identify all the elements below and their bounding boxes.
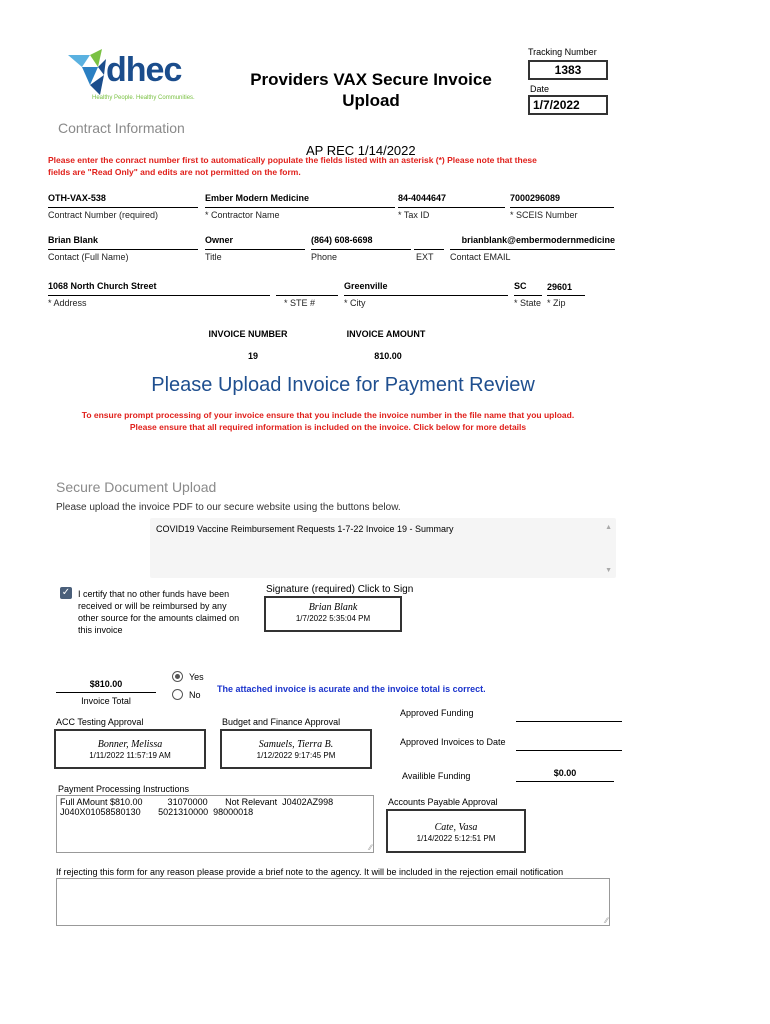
date-label: Date [530, 84, 550, 94]
contract-number-label: Contract Number (required) [48, 210, 159, 220]
scroll-down-icon[interactable]: ▼ [605, 567, 612, 574]
contact-name-field[interactable]: Brian Blank [48, 235, 198, 250]
rejection-note-label: If rejecting this form for any reason please provide a brief note to the agency. It will be included in the rejection email notification [56, 867, 564, 877]
certify-checkbox[interactable] [60, 587, 72, 599]
page-title-line2: Upload [342, 91, 400, 110]
secure-upload-title: Secure Document Upload [56, 479, 217, 495]
address-field[interactable]: 1068 North Church Street [48, 281, 270, 296]
contractor-name-field[interactable]: Ember Modern Medicine [205, 193, 395, 208]
budget-approval-name: Samuels, Tierra B. [258, 739, 334, 750]
certify-text-line1: I certify that no other funds have been [78, 589, 230, 599]
radio-yes[interactable] [172, 671, 183, 682]
rejection-note-field[interactable] [56, 878, 610, 926]
sceis-number-label: * SCEIS Number [510, 210, 578, 220]
acc-approval-time: 1/11/2022 11:57:19 AM [89, 751, 171, 760]
city-label: * City [344, 298, 366, 308]
page-title-line1: Providers VAX Secure Invoice [250, 70, 492, 89]
contact-name-label: Contact (Full Name) [48, 252, 129, 262]
payment-instructions-line1: Full AMount $810.00 31070000 Not Relevant J0402AZ998 [60, 797, 334, 807]
certify-text-line3: other source for the amounts claimed on [78, 613, 240, 623]
upload-notice-line2: Please ensure that all required information is included on the invoice. Click below for more details [129, 422, 527, 432]
uploaded-files-list[interactable] [150, 518, 616, 578]
acc-approval-label: ACC Testing Approval [56, 717, 144, 727]
invoice-number-label: INVOICE NUMBER [208, 329, 288, 339]
date-field[interactable]: 1/7/2022 [528, 95, 608, 115]
upload-heading: Please Upload Invoice for Payment Review [151, 374, 535, 396]
radio-no[interactable] [172, 689, 183, 700]
approved-funding-label: Approved Funding [400, 708, 474, 718]
payment-instructions-field[interactable] [56, 795, 374, 853]
contact-title-label: Title [205, 252, 222, 262]
city-field[interactable]: Greenville [344, 281, 508, 296]
tax-id-field[interactable]: 84-4044647 [398, 193, 505, 208]
approved-funding-field[interactable] [516, 709, 622, 722]
ap-approval-box[interactable] [386, 809, 526, 853]
ste-label: * STE # [284, 298, 316, 308]
contact-title-field[interactable]: Owner [205, 235, 305, 250]
ste-field[interactable] [276, 281, 338, 296]
dhec-logo [62, 45, 198, 107]
invoice-accuracy-statement: The attached invoice is acurate and the invoice total is correct. [217, 684, 486, 694]
signature-box[interactable] [264, 596, 402, 632]
signature-label: Signature (required) Click to Sign [266, 584, 414, 595]
invoice-amount-label: INVOICE AMOUNT [346, 329, 426, 339]
state-field[interactable]: SC [514, 281, 542, 296]
resize-handle-icon[interactable]: ∕∕ [605, 916, 608, 925]
tax-id-label: * Tax ID [398, 210, 430, 220]
payment-instructions-line2: J040X01058580130 5021310000 98000018 [60, 807, 254, 817]
invoice-total-underline [56, 692, 156, 693]
radio-no-label: No [189, 690, 201, 700]
resize-handle-icon[interactable]: ∕∕ [369, 843, 372, 852]
zip-label: * Zip [547, 298, 566, 308]
tracking-number-field[interactable]: 1383 [528, 60, 608, 80]
ap-approval-label: Accounts Payable Approval [388, 797, 498, 807]
tracking-number-label: Tracking Number [528, 47, 597, 57]
sceis-number-field[interactable]: 7000296089 [510, 193, 614, 208]
contact-email-label: Contact EMAIL [450, 252, 511, 262]
radio-yes-label: Yes [189, 672, 204, 682]
scroll-up-icon[interactable]: ▲ [605, 524, 612, 531]
address-label: * Address [48, 298, 87, 308]
contract-warning-line1: Please enter the conract number first to automatically populate the fields listed with an asterisk (*) Please note that these [48, 155, 537, 165]
budget-approval-label: Budget and Finance Approval [222, 717, 341, 727]
ext-field[interactable] [414, 235, 444, 250]
ap-approval-name: Cate, Vasa [434, 822, 478, 833]
certify-text-line2: received or will be reimbursed by any [78, 601, 227, 611]
zip-field[interactable]: 29601 [547, 282, 585, 296]
available-funding-label: Availible Funding [402, 771, 471, 781]
signature-name: Brian Blank [308, 602, 358, 613]
radio-selected-dot-icon [175, 674, 180, 679]
payment-instructions-label: Payment Processing Instructions [58, 784, 190, 794]
available-funding-value[interactable]: $0.00 [516, 768, 614, 782]
contact-email-field[interactable]: brianblank@embermodernmedicine [450, 235, 615, 250]
acc-approval-name: Bonner, Melissa [97, 739, 163, 750]
approved-invoices-label: Approved Invoices to Date [400, 737, 506, 747]
approved-invoices-field[interactable] [516, 738, 622, 751]
uploaded-file-item[interactable]: COVID19 Vaccine Reimbursement Requests 1-7-22 Invoice 19 - Summary [156, 524, 454, 534]
phone-label: Phone [311, 252, 338, 262]
invoice-amount-value: 810.00 [374, 351, 402, 361]
invoice-number-value: 19 [247, 351, 258, 361]
contract-warning-line2: fields are "Read Only" and edits are not permitted on the form. [48, 167, 301, 177]
state-label: * State [514, 298, 542, 308]
upload-notice-line1: To ensure prompt processing of your invoice ensure that you include the invoice number in the file name that you upload. [81, 410, 575, 420]
ap-rec-note: AP REC 1/14/2022 [306, 143, 416, 158]
acc-approval-box[interactable] [54, 729, 206, 769]
invoice-total-value: $810.00 [89, 679, 123, 689]
budget-approval-box[interactable] [220, 729, 372, 769]
checkmark-icon: ✓ [61, 587, 71, 598]
logo-tagline: Healthy People. Healthy Communities. [92, 95, 195, 101]
contractor-name-label: * Contractor Name [205, 210, 280, 220]
ext-label: EXT [416, 252, 434, 262]
ap-approval-time: 1/14/2022 5:12:51 PM [416, 834, 496, 843]
invoice-total-label: Invoice Total [81, 696, 131, 706]
secure-upload-instructions: Please upload the invoice PDF to our secure website using the buttons below. [56, 502, 401, 513]
logo-text: dhec [106, 51, 182, 89]
contract-number-field[interactable]: OTH-VAX-538 [48, 193, 198, 208]
signature-timestamp: 1/7/2022 5:35:04 PM [295, 614, 371, 623]
certify-text-line4: this invoice [78, 625, 123, 635]
phone-field[interactable]: (864) 608-6698 [311, 235, 411, 250]
budget-approval-time: 1/12/2022 9:17:45 PM [256, 751, 336, 760]
contract-section-title: Contract Information [58, 120, 185, 136]
